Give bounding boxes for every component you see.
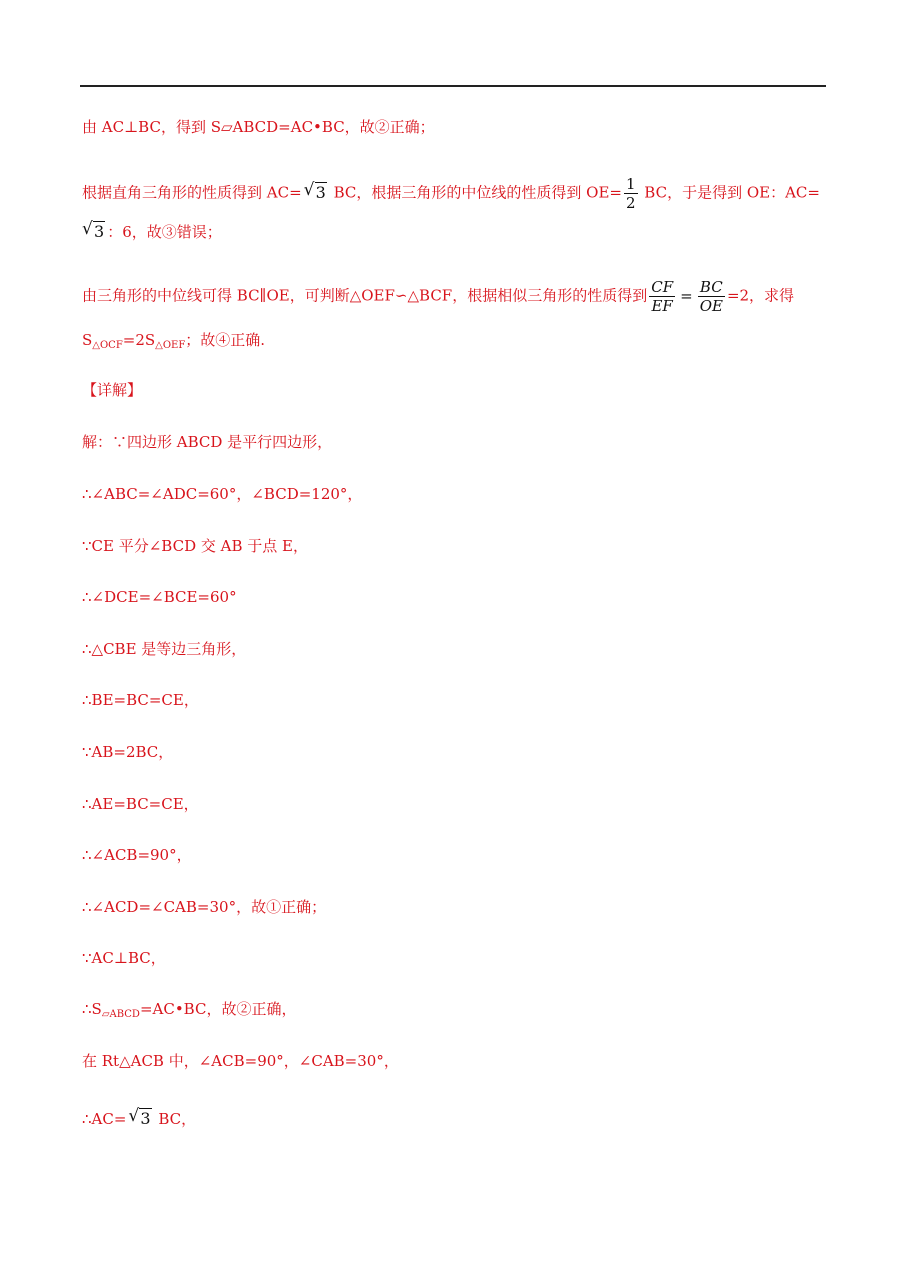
line-19: 在 Rt△ACB 中，∠ACB=90°，∠CAB=30°， (82, 1052, 399, 1070)
fraction-bc-oe: $\frac{BC}{OE}$ (699, 278, 723, 315)
line-16: ∴∠ACD=∠CAB=30°，故①正确； (82, 898, 327, 916)
line-9: ∵CE 平分∠BCD 交 AB 于点 E， (82, 537, 308, 555)
line-10: ∴∠DCE=∠BCE=60° (82, 588, 237, 606)
line-5: $S_{\triangle OCF}=2S_{\triangle OEF}$；故④正确. (82, 331, 266, 351)
header-rule (80, 85, 826, 87)
line-17: ∵AC⊥BC， (82, 949, 166, 967)
sqrt-3: √ 3 (303, 179, 326, 202)
line-12: ∴BE=BC=CE， (82, 691, 199, 709)
line-15: ∴∠ACB=90°， (82, 846, 192, 864)
line-1: 由 AC⊥BC，得到 S▱ABCD=AC•BC，故②正确； (82, 118, 435, 136)
line-8: ∴∠ABC=∠ADC=60°，∠BCD=120°， (82, 485, 363, 503)
line-3: √ 3 ：6，故③错误； (82, 219, 222, 241)
section-heading-detail: 【详解】 (82, 381, 143, 399)
line-2: 根据直角三角形的性质得到 AC= √ 3 BC，根据三角形的中位线的性质得到 OE= $\frac{1}{2}$ BC，于是得到 OE：AC= (82, 175, 820, 212)
fraction-one-half: $\frac{1}{2}$ (625, 175, 636, 212)
sqrt-3: √ 3 (128, 1106, 151, 1128)
line-4: 由三角形的中位线可得 BC∥OE，可判断△OEF∽△BCF，根据相似三角形的性质得到 $\frac{CF}{EF}$ = $\frac{BC}{OE}$ =2，求得 (82, 278, 795, 315)
line-13: ∵AB=2BC， (82, 743, 174, 761)
line-20: ∴AC= √ 3 BC， (82, 1106, 197, 1128)
line-11: ∴△CBE 是等边三角形， (82, 640, 247, 658)
line-7: 解：∵四边形 ABCD 是平行四边形， (82, 433, 333, 451)
fraction-cf-ef: $\frac{CF}{EF}$ (651, 278, 674, 315)
sqrt-3: √ 3 (82, 219, 105, 241)
line-18: $\therefore S_{▱ABCD}=AC•BC$，故②正确， (82, 1000, 297, 1020)
line-14: ∴AE=BC=CE， (82, 795, 199, 813)
